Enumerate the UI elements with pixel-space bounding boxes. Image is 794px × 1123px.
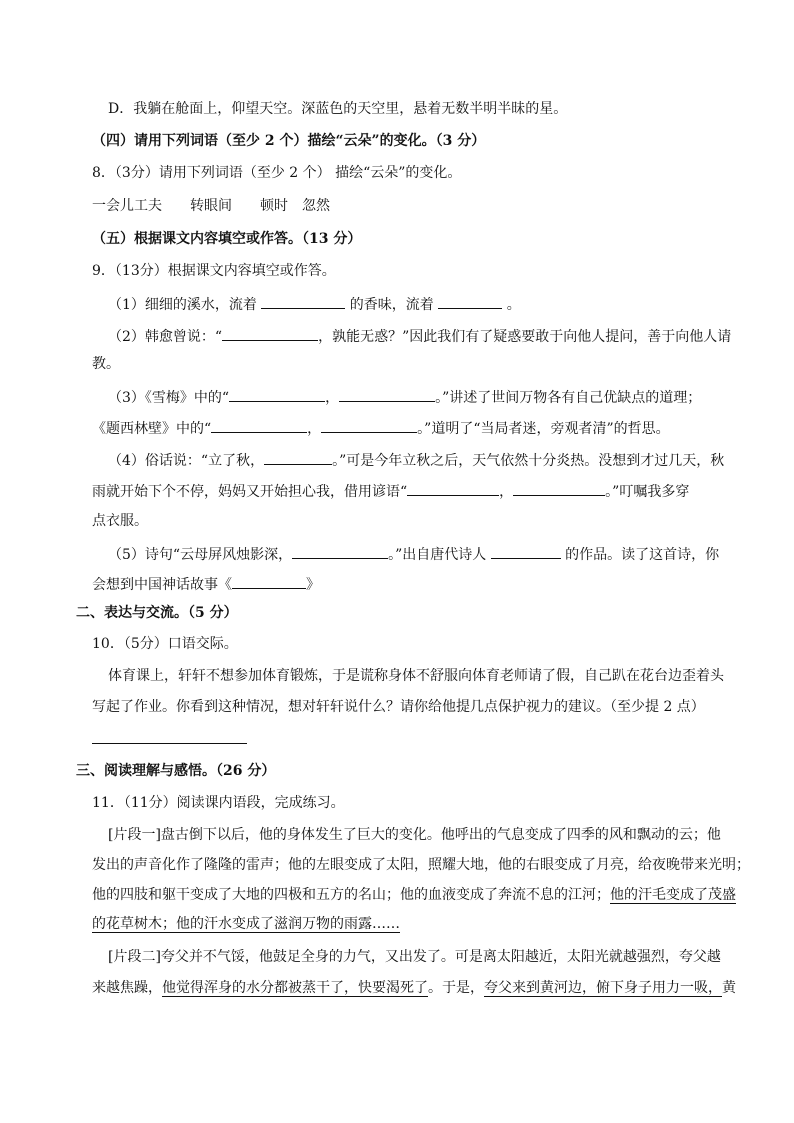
text: （5）诗句“云母屏风烛影深，: [108, 547, 293, 563]
text: （4）俗话说：“立了秋，: [108, 453, 265, 469]
text: 的作品。读了这首诗，你: [560, 547, 720, 563]
text: ，: [307, 421, 322, 437]
question-9-item-1: [108, 293, 521, 315]
answer-blank[interactable]: [232, 573, 306, 589]
answer-blank[interactable]: [339, 386, 435, 402]
text: （3）《雪梅》中的“: [108, 390, 230, 406]
answer-blank[interactable]: [211, 417, 307, 433]
text: 。”出自唐代诗人: [388, 547, 491, 563]
text: 。”讲述了世间万物各有自己优缺点的道理；: [435, 390, 702, 406]
question-9-item-2-cont: 教。: [92, 356, 120, 372]
text: 《题西林壁》中的“: [92, 421, 212, 437]
answer-blank[interactable]: [407, 480, 499, 496]
question-10-paragraph-line-2: 写起了作业。你看到这种情况，想对轩轩说什么？请你给他提几点保护视力的建议。（至少提 2 点）: [92, 699, 705, 715]
part-3-heading: 三、阅读理解与感悟。（26 分）: [76, 763, 276, 779]
text: ，: [499, 484, 514, 500]
text: ，孰能无惑？”因此我们有了疑惑要敢于向他人提问，善于向他人请: [318, 329, 732, 345]
underlined-sentence: 夸父来到黄河边，俯下身子用力一吸，: [484, 980, 722, 996]
section-5-heading: （五）根据课文内容填空或作答。（13 分）: [92, 231, 362, 247]
question-7-option-d: D．我躺在舱面上，仰望天空。深蓝色的天空里，悬着无数半明半昧的星。: [108, 101, 568, 117]
part-2-heading: 二、表达与交流。（5 分）: [76, 605, 238, 621]
text: 。于是，: [428, 980, 484, 996]
question-9-item-3-cont: [92, 417, 670, 439]
question-9-item-4-cont: [92, 480, 689, 502]
answer-blank[interactable]: [513, 480, 605, 496]
question-11: 11．（11分）阅读课内语段，完成练习。: [92, 795, 345, 811]
text: 》: [306, 577, 320, 593]
text: 。”道明了“当局者迷，旁观者清”的哲思。: [417, 421, 670, 437]
fragment-1-line-1: [片段一]盘古倒下以后，他的身体发生了巨大的变化。他呼出的气息变成了四季的风和飘动的云；他: [108, 827, 721, 843]
question-9-item-3: [108, 386, 701, 408]
question-10: 10．（5分）口语交际。: [92, 636, 238, 652]
question-9-item-4-end: 点衣服。: [92, 513, 148, 529]
fragment-1-line-4: [92, 914, 400, 934]
answer-blank[interactable]: [438, 293, 502, 309]
text: 。”可是今年立秋之后，天气依然十分炎热。没想到才过几天，秋: [332, 453, 725, 469]
question-8: 8．（3分）请用下列词语（至少 2 个） 描绘“云朵”的变化。: [92, 165, 462, 181]
question-9-item-5: [108, 543, 719, 565]
fragment-2-line-1: [片段二]夸父并不气馁，他鼓足全身的力气，又出发了。可是离太阳越近，太阳光就越强烈，夸父越: [108, 949, 721, 965]
question-10-answer-line[interactable]: [92, 743, 247, 744]
question-9: 9．（13分）根据课文内容填空或作答。: [92, 263, 336, 279]
underlined-sentence: 他觉得浑身的水分都被蒸干了，快要渴死了: [162, 980, 428, 996]
text: 雨就开始下个不停，妈妈又开始担心我，借用谚语“: [92, 484, 408, 500]
question-10-paragraph-line-1: 体育课上，轩轩不想参加体育锻炼，于是谎称身体不舒服向体育老师请了假，自己趴在花台边歪着头: [108, 668, 724, 684]
answer-blank[interactable]: [264, 449, 332, 465]
underlined-sentence: 他的汗毛变成了茂盛: [610, 887, 736, 903]
fragment-1-line-3: [92, 885, 736, 905]
text: 。: [502, 297, 521, 313]
underlined-sentence: 的花草树木；他的汗水变成了滋润万物的雨露……: [92, 916, 400, 932]
text: （2）韩愈曾说：“: [108, 329, 223, 345]
text: 黄: [722, 980, 736, 996]
question-9-item-2: [108, 325, 731, 347]
fragment-1-line-2: 发出的声音化作了隆隆的雷声；他的左眼变成了太阳，照耀大地，他的右眼变成了月亮，给夜晚带来光明；: [92, 857, 750, 873]
text: 他的四肢和躯干变成了大地的四极和五方的名山；他的血液变成了奔流不息的江河；: [92, 887, 610, 903]
question-9-item-4: [108, 449, 724, 471]
fragment-2-line-2: [92, 978, 736, 998]
answer-blank[interactable]: [261, 293, 345, 309]
answer-blank[interactable]: [491, 543, 561, 559]
question-9-item-5-cont: [92, 573, 320, 595]
text: ，: [325, 390, 340, 406]
text: 会想到中国神话故事《: [92, 577, 232, 593]
text: 来越焦躁，: [92, 980, 162, 996]
section-4-heading: （四）请用下列词语（至少 2 个）描绘“云朵”的变化。（3 分）: [92, 133, 486, 149]
question-8-word-list: 一会儿工夫 转眼间 顿时 忽然: [92, 198, 330, 214]
answer-blank[interactable]: [321, 417, 417, 433]
text: （1）细细的溪水，流着: [108, 297, 262, 313]
text: 的香味，流着: [345, 297, 439, 313]
answer-blank[interactable]: [222, 325, 318, 341]
text: 。”叮嘱我多穿: [605, 484, 690, 500]
answer-blank[interactable]: [229, 386, 325, 402]
answer-blank[interactable]: [292, 543, 388, 559]
